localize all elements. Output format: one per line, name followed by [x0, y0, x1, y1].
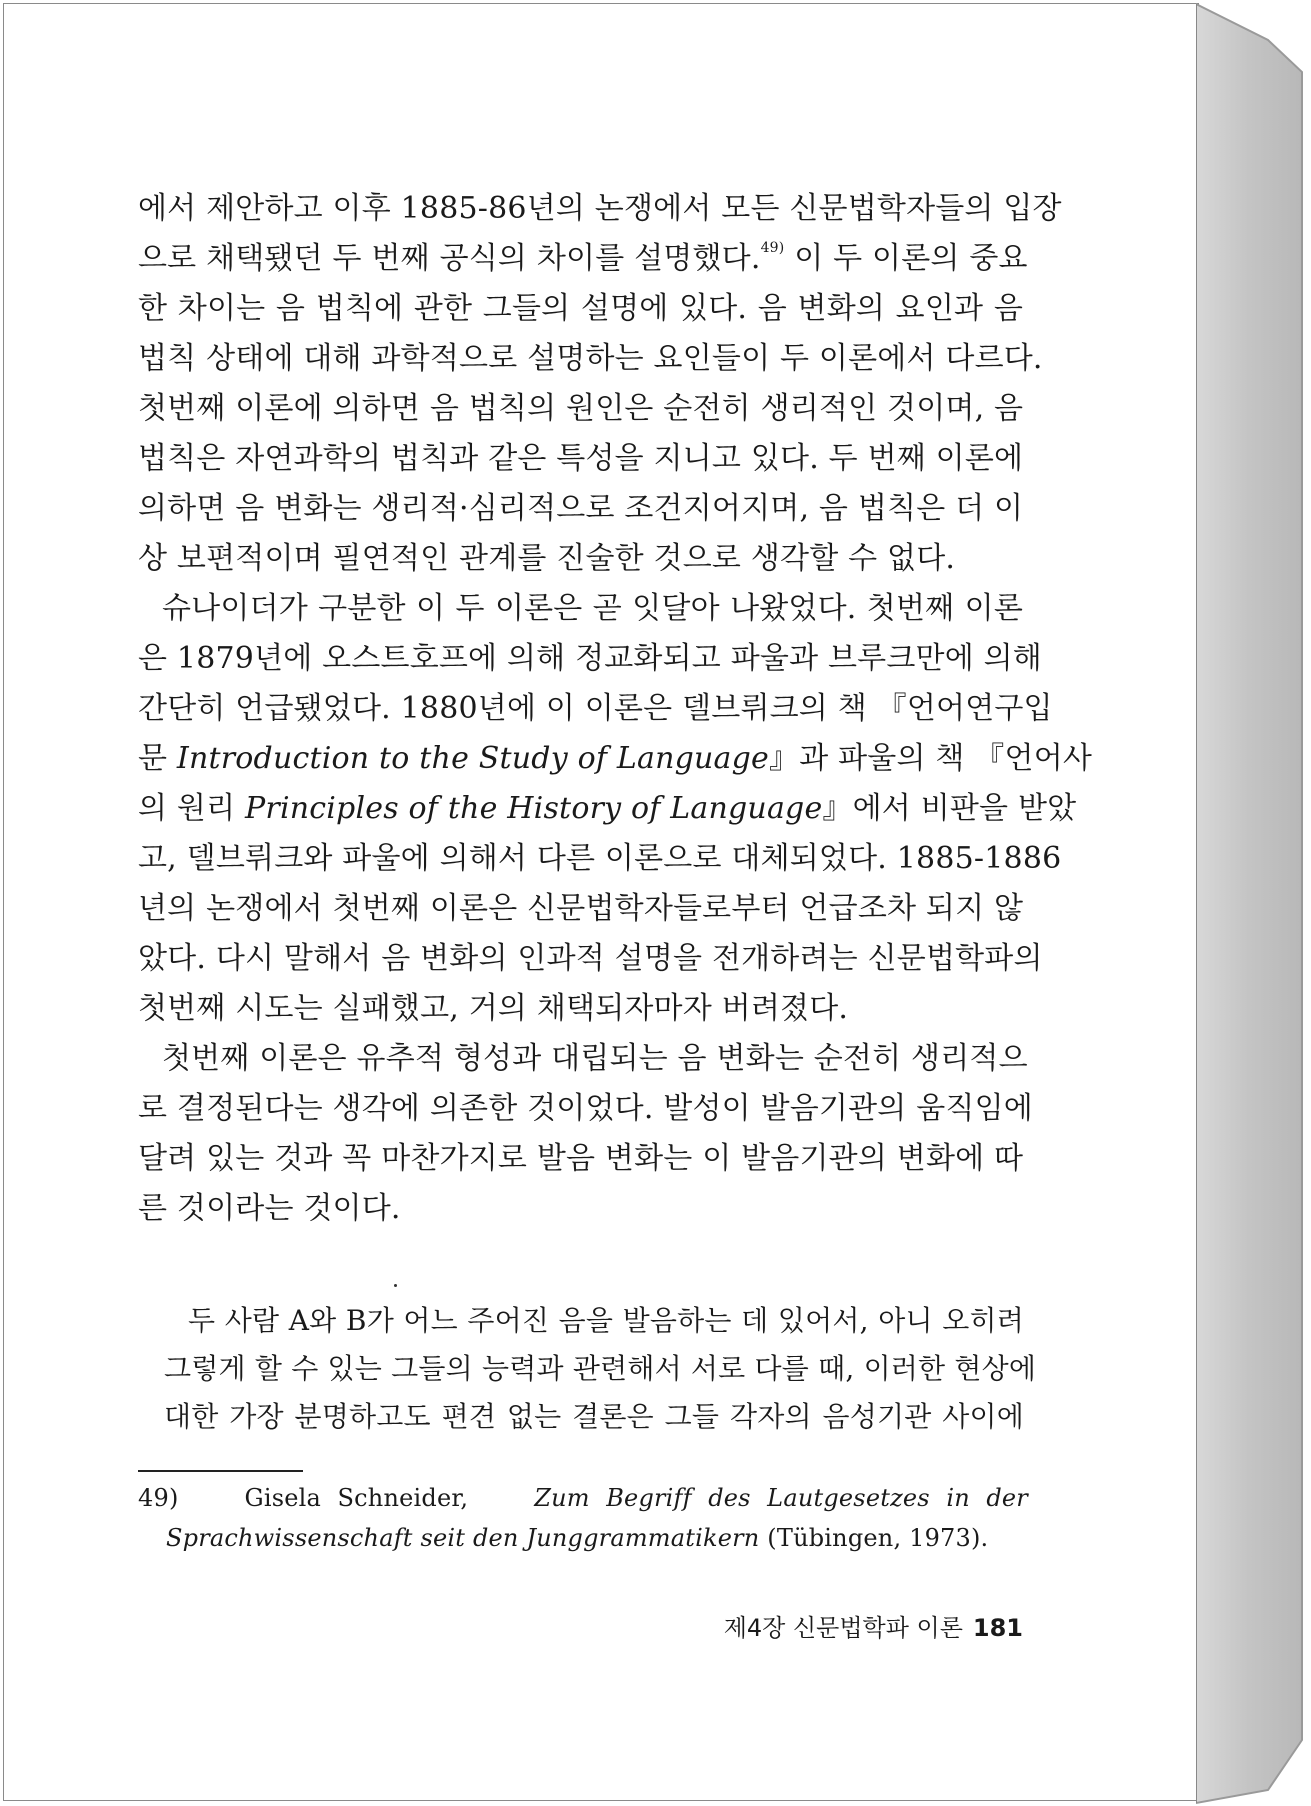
quote-line: 대한 가장 분명하고도 편견 없는 결론은 그들 각자의 음성기관 사이에 — [164, 1400, 1024, 1433]
footnote — [138, 1478, 1028, 1558]
text-line: 첫번째 시도는 실패했고, 거의 채택되자마자 버려졌다. — [138, 991, 849, 1026]
quote-line: 두 사람 A와 B가 어느 주어진 음을 발음하는 데 있어서, 아니 오히려 — [188, 1304, 1024, 1337]
text-line: 에서 제안하고 이후 1885-86년의 논쟁에서 모든 신문법학자들의 입장 — [138, 191, 1062, 226]
text-line: 른 것이라는 것이다. — [138, 1191, 401, 1226]
footnote-author: Gisela Schneider, — [244, 1484, 469, 1512]
footnote-divider — [138, 1470, 303, 1472]
stray-dot — [394, 1284, 397, 1287]
text-line: 첫번째 이론은 유추적 형성과 대립되는 음 변화는 순전히 생리적으 — [162, 1041, 1028, 1076]
quote-line: 그렇게 할 수 있는 그들의 능력과 관련해서 서로 다를 때, 이러한 현상에 — [164, 1352, 1037, 1385]
text-line: 법칙은 자연과학의 법칙과 같은 특성을 지니고 있다. 두 번째 이론에 — [138, 441, 1024, 476]
block-quote — [164, 1297, 1037, 1441]
text-line: 았다. 다시 말해서 음 변화의 인과적 설명을 전개하려는 신문법학파의 — [138, 941, 1043, 976]
footnote-title-cont: Sprachwissenschaft seit den Junggrammatikern — [166, 1524, 760, 1552]
text-line: 법칙 상태에 대해 과학적으로 설명하는 요인들이 두 이론에서 다르다. — [138, 341, 1043, 376]
text-line: 슈나이더가 구분한 이 두 이론은 곧 잇달아 나왔었다. 첫번째 이론 — [162, 591, 1023, 626]
text-line: 달려 있는 것과 꼭 마찬가지로 발음 변화는 이 발음기관의 변화에 따 — [138, 1141, 1024, 1176]
footnote-number: 49) — [138, 1484, 179, 1512]
text-line: 간단히 언급됐었다. 1880년에 이 이론은 델브뤼크의 책 『언어연구입 — [138, 691, 1053, 726]
text-line: 한 차이는 음 법칙에 관한 그들의 설명에 있다. 음 변화의 요인과 음 — [138, 291, 1023, 326]
book-title-italic: Introduction to the Study of Language — [176, 741, 769, 776]
footnote-line — [138, 1478, 1028, 1518]
text-line: 의 원리 Principles of the History of Language』에서 비판을 받았 — [138, 791, 1077, 826]
running-footer — [660, 1608, 1023, 1643]
main-text — [138, 184, 1093, 1234]
footnote-ref[interactable]: 49) — [760, 240, 785, 256]
text-line: 상 보편적이며 필연적인 관계를 진술한 것으로 생각할 수 없다. — [138, 541, 956, 576]
text-line: 은 1879년에 오스트호프에 의해 정교화되고 파울과 브루크만에 의해 — [138, 641, 1042, 676]
page-number: 181 — [972, 1614, 1023, 1642]
text-line: 고, 델브뤼크와 파울에 의해서 다른 이론으로 대체되었다. 1885-1886 — [138, 841, 1062, 876]
footnote-title: Zum Begriff des Lautgesetzes in der — [534, 1484, 1028, 1512]
text-line: 으로 채택됐던 두 번째 공식의 차이를 설명했다.$^{49)}$ 이 두 이론의 중요 — [138, 240, 1028, 276]
text-line: 년의 논쟁에서 첫번째 이론은 신문법학자들로부터 언급조차 되지 않 — [138, 891, 1024, 926]
footnote-line: Sprachwissenschaft seit den Junggrammatikern (Tübingen, 1973). — [166, 1524, 989, 1552]
chapter-title: 제4장 신문법학파 이론 — [723, 1614, 963, 1642]
book-edge-shading — [1196, 0, 1311, 1806]
text-line: 문 Introduction to the Study of Language』과 파울의 책 『언어사 — [138, 741, 1093, 776]
book-title-italic: Principles of the History of Language — [245, 791, 823, 826]
text-line: 첫번째 이론에 의하면 음 법칙의 원인은 순전히 생리적인 것이며, 음 — [138, 391, 1024, 426]
text-line: 로 결정된다는 생각에 의존한 것이었다. 발성이 발음기관의 움직임에 — [138, 1091, 1033, 1126]
text-line: 의하면 음 변화는 생리적·심리적으로 조건지어지며, 음 법칙은 더 이 — [138, 491, 1024, 526]
